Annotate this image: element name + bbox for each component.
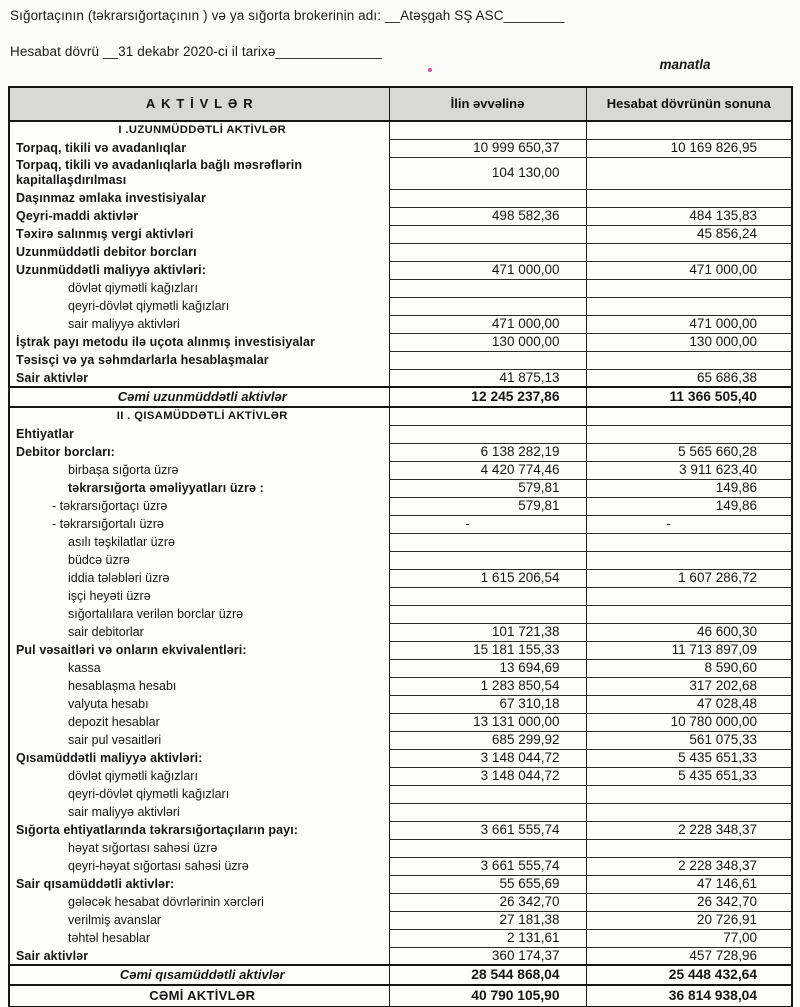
table-row [9,157,792,189]
row-label: verilmiş avanslar [68,913,162,927]
balance-sheet-assets-table [8,86,793,1007]
row-label: Daşınmaz əmlaka investisiyalar [16,191,206,205]
value-start-of-year: 3 148 044,72 [389,767,586,785]
value-end-of-period: 45 856,24 [586,225,792,243]
value-end-of-period [586,157,792,189]
table-row [9,893,792,911]
row-label: həyat sığortası sahəsi üzrə [68,841,218,855]
row-label: Torpaq, tikili və avadanlıqlar [16,141,187,155]
total-row [9,387,792,407]
value-start-of-year [389,605,586,623]
value-start-of-year: 471 000,00 [389,261,586,279]
report-period-line: Hesabat dövrü __31 dekabr 2020-ci il tarixə______________ [10,44,382,59]
row-label: hesablaşma hesabı [68,679,177,693]
value-end-of-period: 2 228 348,37 [586,857,792,875]
table-row [9,425,792,443]
table-row [9,139,792,157]
row-label: sair maliyyə aktivləri [68,805,180,819]
value-start-of-year: 12 245 237,86 [389,387,586,407]
value-end-of-period: - [586,515,792,533]
row-label: Təsisçi və ya səhmdarlarla hesablaşmalar [16,353,269,367]
value-end-of-period: 11 366 505,40 [586,387,792,407]
value-end-of-period [586,407,792,425]
row-label: asılı təşkilatlar üzrə [68,535,175,549]
value-start-of-year [389,279,586,297]
table-row [9,605,792,623]
value-start-of-year: 498 582,36 [389,207,586,225]
value-end-of-period: 11 713 897,09 [586,641,792,659]
table-row [9,551,792,569]
value-start-of-year [389,533,586,551]
table-row [9,515,792,533]
value-start-of-year: 6 138 282,19 [389,443,586,461]
table-row [9,461,792,479]
insurer-name-line: Sığortaçının (təkrarsığortaçının ) və ya sığorta brokerinin adı: __Atəşgah SŞ ASC________ [10,8,565,23]
row-label: İştrak payı metodu ilə uçota alınmış investisiyalar [16,335,315,349]
assets-table-body [9,121,792,1007]
value-end-of-period: 5 435 651,33 [586,767,792,785]
value-end-of-period [586,279,792,297]
row-label: sair debitorlar [68,625,144,639]
value-start-of-year: 104 130,00 [389,157,586,189]
table-row [9,839,792,857]
value-start-of-year [389,351,586,369]
table-row [9,443,792,461]
value-start-of-year [389,839,586,857]
value-end-of-period: 26 342,70 [586,893,792,911]
section-row [9,121,792,139]
value-start-of-year [389,587,586,605]
value-end-of-period: 471 000,00 [586,315,792,333]
value-end-of-period [586,533,792,551]
row-label: təhtəl hesablar [68,931,151,945]
table-row [9,297,792,315]
table-row [9,243,792,261]
table-row [9,713,792,731]
column-header-start-of-year: İlin əvvəlinə [389,87,586,121]
value-end-of-period [586,121,792,139]
table-row [9,569,792,587]
row-label: sair maliyyə aktivləri [68,317,180,331]
value-end-of-period: 5 435 651,33 [586,749,792,767]
row-label: sair pul vəsaitləri [68,733,162,747]
table-header-row [9,87,792,121]
value-start-of-year: 15 181 155,33 [389,641,586,659]
table-row [9,857,792,875]
value-end-of-period [586,803,792,821]
section-row [9,407,792,425]
value-start-of-year: 28 544 868,04 [389,965,586,985]
table-row [9,587,792,605]
value-end-of-period: 1 607 286,72 [586,569,792,587]
table-row [9,315,792,333]
row-label: Cəmi qısamüddətli aktivlər [9,965,389,985]
value-end-of-period [586,587,792,605]
currency-unit-label: manatla [659,57,711,72]
row-label: dövlət qiymətli kağızları [68,281,198,295]
row-label: - təkrarsığortaçı üzrə [52,499,168,513]
table-row [9,929,792,947]
value-start-of-year: 26 342,70 [389,893,586,911]
row-label: büdcə üzrə [68,553,130,567]
table-row [9,911,792,929]
row-label: Sair aktivlər [16,370,89,385]
value-end-of-period: 484 135,83 [586,207,792,225]
row-label: Uzunmüddətli debitor borcları [16,245,197,259]
value-end-of-period: 36 814 938,04 [586,985,792,1007]
table-row [9,497,792,515]
value-start-of-year: - [389,515,586,533]
value-start-of-year: 685 299,92 [389,731,586,749]
value-start-of-year [389,225,586,243]
value-end-of-period: 77,00 [586,929,792,947]
value-start-of-year [389,785,586,803]
table-row [9,225,792,243]
row-label: Qısamüddətli maliyyə aktivləri: [16,751,203,765]
value-end-of-period: 47 146,61 [586,875,792,893]
table-row [9,369,792,387]
row-label: Sığorta ehtiyatlarında təkrarsığortaçıların payı: [16,823,299,837]
value-end-of-period: 130 000,00 [586,333,792,351]
row-label: Sair qısamüddətli aktivlər: [16,877,175,891]
value-start-of-year [389,297,586,315]
value-end-of-period: 10 169 826,95 [586,139,792,157]
table-row [9,803,792,821]
value-start-of-year [389,407,586,425]
table-row [9,479,792,497]
value-end-of-period: 25 448 432,64 [586,965,792,985]
table-row [9,659,792,677]
row-label: qeyri-həyat sığortası sahəsi üzrə [68,859,249,873]
table-row [9,695,792,713]
table-row [9,731,792,749]
value-start-of-year: 10 999 650,37 [389,139,586,157]
table-row [9,533,792,551]
value-end-of-period [586,243,792,261]
row-label: təkrarsığorta əməliyyatları üzrə : [68,481,264,495]
table-row [9,623,792,641]
value-end-of-period: 149,86 [586,479,792,497]
value-end-of-period: 5 565 660,28 [586,443,792,461]
value-end-of-period: 317 202,68 [586,677,792,695]
row-label: Debitor borcları: [16,445,115,459]
scan-artifact-dot [428,68,432,72]
table-row [9,749,792,767]
row-label: Ehtiyatlar [16,427,74,441]
value-end-of-period: 8 590,60 [586,659,792,677]
value-end-of-period [586,297,792,315]
row-label: Qeyri-maddi aktivlər [16,209,139,223]
value-end-of-period: 46 600,30 [586,623,792,641]
value-start-of-year [389,243,586,261]
value-start-of-year: 41 875,13 [389,369,586,387]
row-label: Pul vəsaitləri və onların ekvivalentləri: [16,643,247,657]
total-row [9,965,792,985]
value-end-of-period: 2 228 348,37 [586,821,792,839]
value-start-of-year: 3 661 555,74 [389,857,586,875]
column-header-assets: AKTİVLƏR [9,87,389,121]
value-end-of-period: 47 028,48 [586,695,792,713]
value-end-of-period [586,785,792,803]
value-end-of-period: 561 075,33 [586,731,792,749]
table-row [9,875,792,893]
value-start-of-year: 13 694,69 [389,659,586,677]
value-end-of-period [586,189,792,207]
row-label: kassa [68,661,101,675]
row-label: sığortalılara verilən borclar üzrə [68,607,244,621]
value-start-of-year: 579,81 [389,479,586,497]
row-label: depozit hesablar [68,715,160,729]
value-start-of-year: 3 148 044,72 [389,749,586,767]
table-row [9,785,792,803]
value-end-of-period: 65 686,38 [586,369,792,387]
value-start-of-year: 360 174,37 [389,947,586,965]
row-label: Uzunmüddətli maliyyə aktivləri: [16,263,206,277]
value-start-of-year [389,425,586,443]
value-end-of-period [586,351,792,369]
value-start-of-year: 130 000,00 [389,333,586,351]
value-start-of-year: 1 283 850,54 [389,677,586,695]
table-row [9,767,792,785]
value-end-of-period [586,839,792,857]
row-label: II . QISAMÜDDƏTLİ AKTİVLƏR [116,410,288,423]
table-row [9,189,792,207]
table-row [9,947,792,965]
table-row [9,677,792,695]
value-start-of-year: 471 000,00 [389,315,586,333]
value-start-of-year: 3 661 555,74 [389,821,586,839]
value-start-of-year: 1 615 206,54 [389,569,586,587]
value-start-of-year: 13 131 000,00 [389,713,586,731]
value-start-of-year: 67 310,18 [389,695,586,713]
table-header [9,87,792,121]
value-end-of-period: 457 728,96 [586,947,792,965]
row-label: iddia tələbləri üzrə [68,571,170,585]
grand-row [9,985,792,1007]
row-label: Cəmi uzunmüddətli aktivlər [9,387,389,407]
row-label: Təxirə salınmış vergi aktivləri [16,227,194,241]
value-start-of-year [389,803,586,821]
table-row [9,333,792,351]
value-end-of-period: 10 780 000,00 [586,713,792,731]
row-label: Torpaq, tikili və avadanlıqlarla bağlı məsrəflərin kapitallaşdırılması [16,158,303,187]
table-row [9,821,792,839]
table-row [9,261,792,279]
value-end-of-period: 471 000,00 [586,261,792,279]
row-label: I .UZUNMÜDDƏTLİ AKTİVLƏR [118,124,287,137]
value-end-of-period [586,425,792,443]
row-label: işçi heyəti üzrə [68,589,151,603]
value-end-of-period: 149,86 [586,497,792,515]
value-start-of-year [389,189,586,207]
value-start-of-year: 40 790 105,90 [389,985,586,1007]
row-label: CƏMİ AKTİVLƏR [9,985,389,1007]
row-label: birbaşa sığorta üzrə [68,463,179,477]
row-label: Sair aktivlər [16,948,89,963]
row-label: qeyri-dövlət qiymətli kağızları [68,787,230,801]
row-label: valyuta hesabı [68,697,149,711]
value-start-of-year: 4 420 774,46 [389,461,586,479]
value-start-of-year [389,121,586,139]
value-end-of-period: 3 911 623,40 [586,461,792,479]
value-end-of-period [586,605,792,623]
value-end-of-period [586,551,792,569]
column-header-end-of-period: Hesabat dövrünün sonuna [586,87,792,121]
value-start-of-year: 2 131,61 [389,929,586,947]
table-row [9,351,792,369]
row-label: dövlət qiymətli kağızları [68,769,198,783]
value-end-of-period: 20 726,91 [586,911,792,929]
value-start-of-year: 101 721,38 [389,623,586,641]
table-row [9,279,792,297]
value-start-of-year: 55 655,69 [389,875,586,893]
row-label: qeyri-dövlət qiymətli kağızları [68,299,230,313]
table-row [9,641,792,659]
row-label: gələcək hesabat dövrlərinin xərcləri [68,895,264,909]
value-start-of-year: 27 181,38 [389,911,586,929]
table-row [9,207,792,225]
value-start-of-year: 579,81 [389,497,586,515]
value-start-of-year [389,551,586,569]
row-label: - təkrarsığortalı üzrə [52,517,164,531]
